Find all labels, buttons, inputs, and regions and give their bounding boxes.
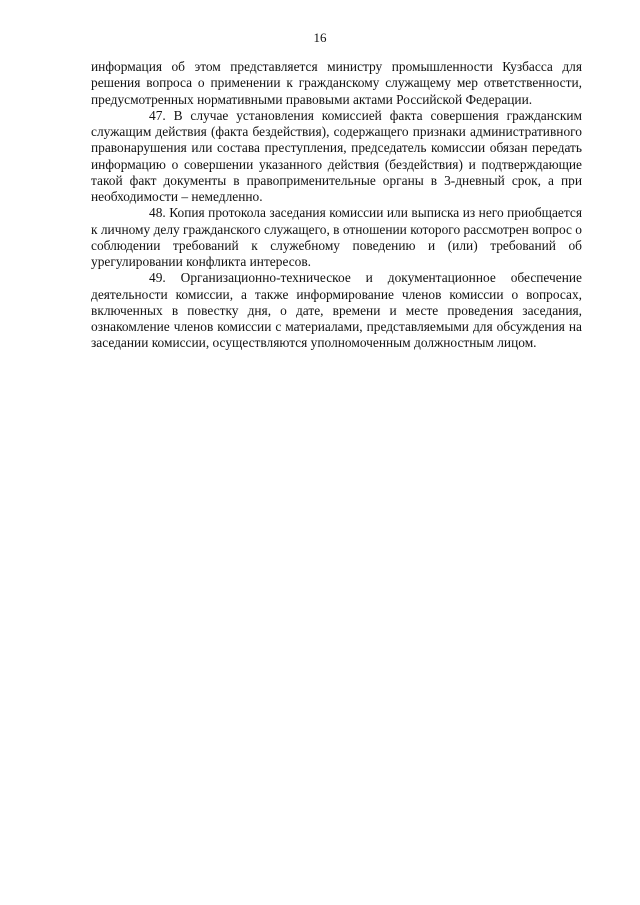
- paragraph-47: 47. В случае установления комиссией факта совершения гражданским служащим действия (факта бездействия), содержащего признаки административного правонарушения или состава преступления, председатель комиссии обязан передать информацию о совершении указанного действия (бездействия) и подтверждающие такой факт документы в правоприменительные органы в 3-дневный срок, а при необходимости – немедленно.: [91, 107, 582, 204]
- document-body: [91, 59, 582, 352]
- paragraph-49: 49. Организационно-техническое и документационное обеспечение деятельности комиссии, а также информирование членов комиссии о вопросах, включенных в повестку дня, о дате, времени и месте проведения заседания, ознакомление членов комиссии с материалами, представляемыми для обсуждения на заседании комиссии, осуществляются уполномоченным должностным лицом.: [91, 270, 582, 351]
- paragraph-48: 48. Копия протокола заседания комиссии или выписка из него приобщается к личному делу гражданского служащего, в отношении которого рассмотрен вопрос о соблюдении требований к служебному поведению и (или) требований об урегулировании конфликта интересов.: [91, 205, 582, 269]
- page-number: 16: [313, 30, 327, 45]
- paragraph-continuation: информация об этом представляется министру промышленности Кузбасса для решения вопроса о применении к гражданскому служащему мер ответственности, предусмотренных нормативными правовыми актами Российской Федерации.: [91, 59, 582, 107]
